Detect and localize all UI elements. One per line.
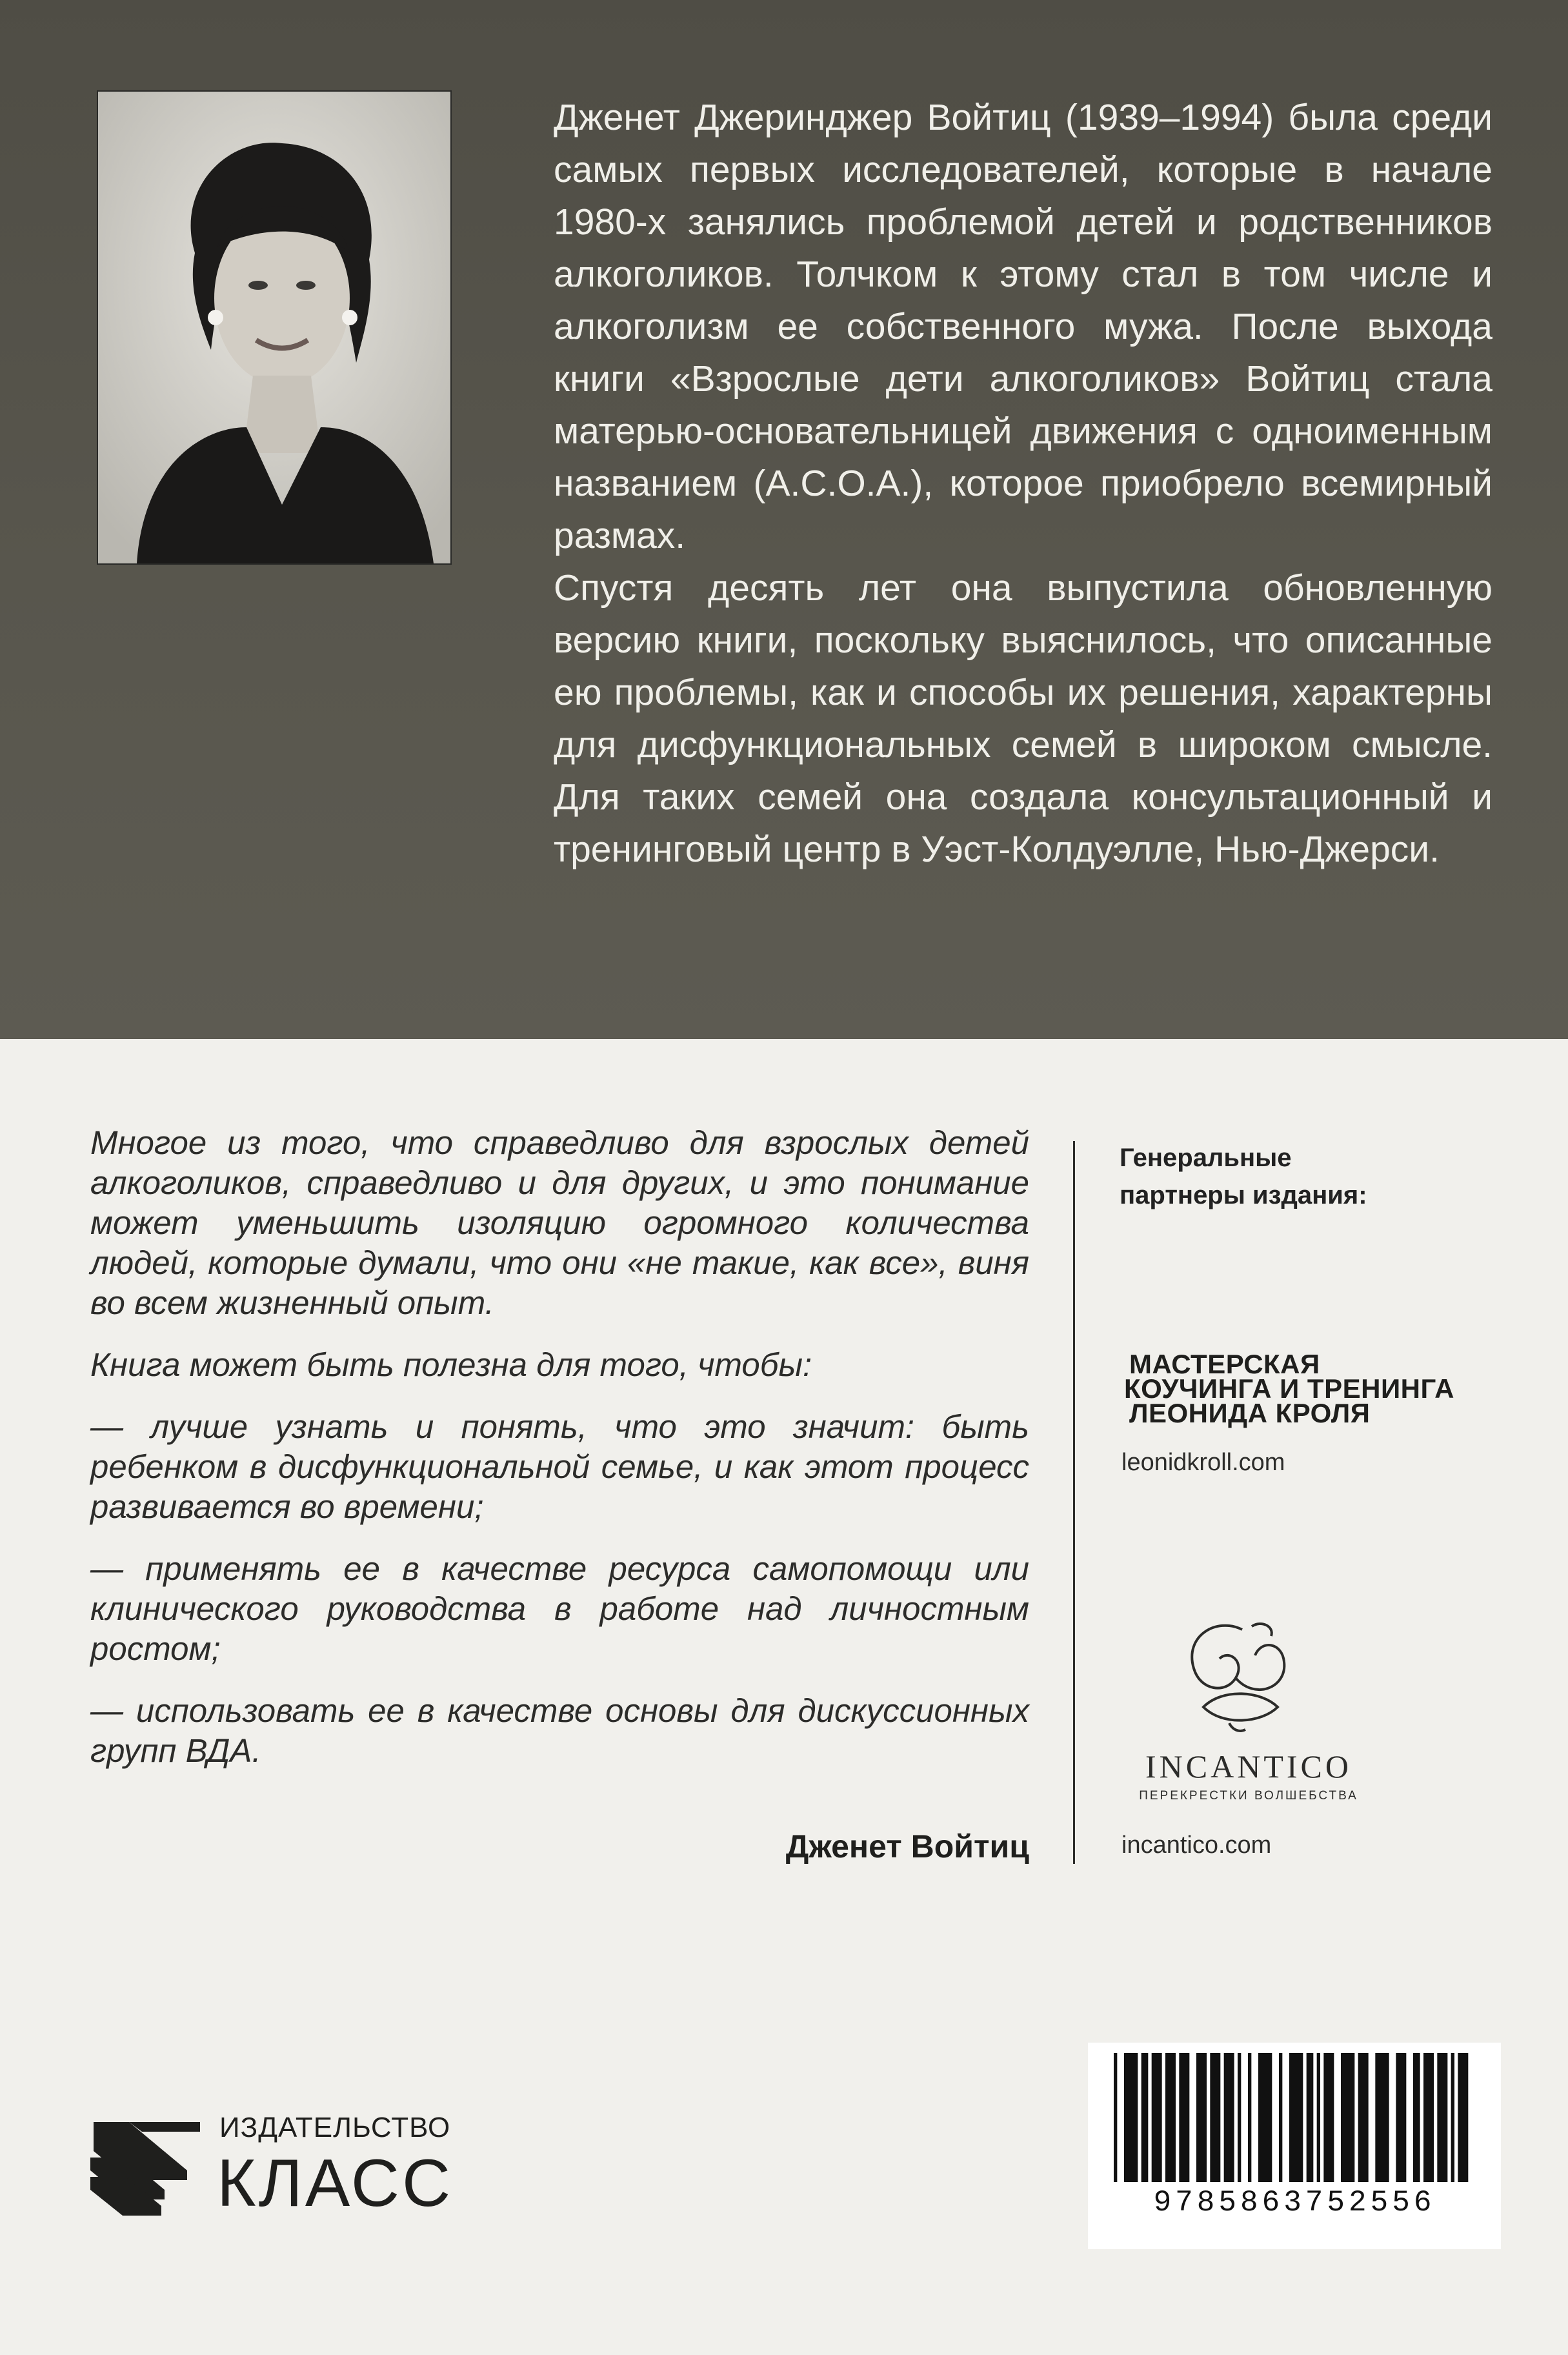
publisher-logo-icon: [90, 2109, 206, 2222]
barcode-bar: [1413, 2053, 1420, 2182]
barcode-bar: [1114, 2053, 1117, 2182]
barcode-bar: [1179, 2053, 1189, 2182]
quote-lead: Книга может быть полезна для того, чтобы:: [90, 1346, 812, 1383]
barcode-bar: [1289, 2053, 1303, 2182]
barcode-bar: [1238, 2053, 1241, 2182]
barcode-bar: [1165, 2053, 1176, 2182]
column-divider: [1073, 1141, 1075, 1864]
barcode-bars: [1114, 2053, 1475, 2182]
isbn-barcode: [1088, 2043, 1501, 2249]
incantico-url: incantico.com: [1121, 1832, 1272, 1859]
barcode-bar: [1258, 2053, 1272, 2182]
kroll-logo: [1124, 1349, 1537, 1428]
quote-signature: Дженет Войтиц: [785, 1828, 1029, 1865]
barcode-bar: [1358, 2053, 1369, 2182]
barcode-bar: [1279, 2053, 1282, 2182]
kroll-logo-line: КОУЧИНГА И ТРЕНИНГА: [1124, 1373, 1454, 1404]
barcode-bar: [1323, 2053, 1334, 2182]
incantico-name: INCANTICO: [1145, 1748, 1352, 1784]
barcode-bar: [1437, 2053, 1447, 2182]
quote-item: — лучше узнать и понять, что это значит: быть ребенком в дисфункциональной семье, и как этот процесс развивается во времени;: [90, 1408, 1029, 1525]
partners-title: [1120, 1139, 1533, 1214]
incantico-tagline: ПЕРЕКРЕСТКИ ВОЛШЕБСТВА: [1139, 1789, 1358, 1803]
quote-item: — применять ее в качестве ресурса самопомощи или клинического руководства в работе над личностным ростом;: [90, 1550, 1029, 1667]
incantico-emblem-icon: [1165, 1610, 1307, 1743]
bio-paragraph: Дженет Джеринджер Войтиц (1939–1994) была среди самых первых исследователей, которые в начале 1980-х занялись проблемой детей и родственников алкоголиков. Толчком к этому стал в том числе и алкоголизм ее собственного мужа. После выхода книги «Взрослые дети алкоголиков» Войтиц стала матерью-основательницей движения с одноименным названием (A.C.O.A.), которое приобрело всемирный размах.: [554, 97, 1493, 556]
publisher-line2: КЛАСС: [217, 2146, 454, 2221]
publisher-line1: ИЗДАТЕЛЬСТВО: [219, 2112, 451, 2143]
bio-paragraph: Спустя десять лет она выпустила обновленную версию книги, поскольку выяснилось, что описанные ею проблемы, как и способы их решения, характерны для дисфункциональных семей в широком смысле. Для таких семей она создала консультационный и тренинговый центр в Уэст-Колдуэлле, Нью-Джерси.: [554, 567, 1493, 870]
barcode-bar: [1124, 2053, 1138, 2182]
quote-item: — использовать ее в качестве основы для дискуссионных групп ВДА.: [90, 1692, 1029, 1769]
kroll-url: leonidkroll.com: [1121, 1449, 1285, 1476]
partners-title-line: партнеры издания:: [1120, 1181, 1367, 1209]
author-bio: [554, 92, 1493, 876]
barcode-bar: [1375, 2053, 1389, 2182]
kroll-logo-line: ЛЕОНИДА КРОЛЯ: [1129, 1398, 1371, 1428]
partners-title-line: Генеральные: [1120, 1144, 1292, 1172]
barcode-bar: [1341, 2053, 1354, 2182]
barcode-bar: [1396, 2053, 1406, 2182]
barcode-bar: [1451, 2053, 1454, 2182]
barcode-bar: [1307, 2053, 1314, 2182]
barcode-bar: [1196, 2053, 1207, 2182]
barcode-bar: [1317, 2053, 1320, 2182]
barcode-bar: [1210, 2053, 1220, 2182]
barcode-bar: [1152, 2053, 1162, 2182]
barcode-bar: [1423, 2053, 1434, 2182]
author-photo: [97, 90, 452, 565]
quote-intro: Многое из того, что справедливо для взрослых детей алкоголиков, справедливо и для других, и это понимание может уменьшить изоляцию огромного количества людей, которые думали, что они «не такие, как все», виня во всем жизненный опыт.: [90, 1124, 1029, 1321]
barcode-bar: [1141, 2053, 1149, 2182]
barcode-number: 9785863752556: [1153, 2186, 1436, 2219]
book-quote: [90, 1123, 1029, 1793]
author-panel: [0, 0, 1568, 1039]
barcode-bar: [1224, 2053, 1234, 2182]
barcode-bar: [1248, 2053, 1251, 2182]
kroll-logo-line: МАСТЕРСКАЯ: [1129, 1349, 1320, 1379]
barcode-bar: [1458, 2053, 1468, 2182]
